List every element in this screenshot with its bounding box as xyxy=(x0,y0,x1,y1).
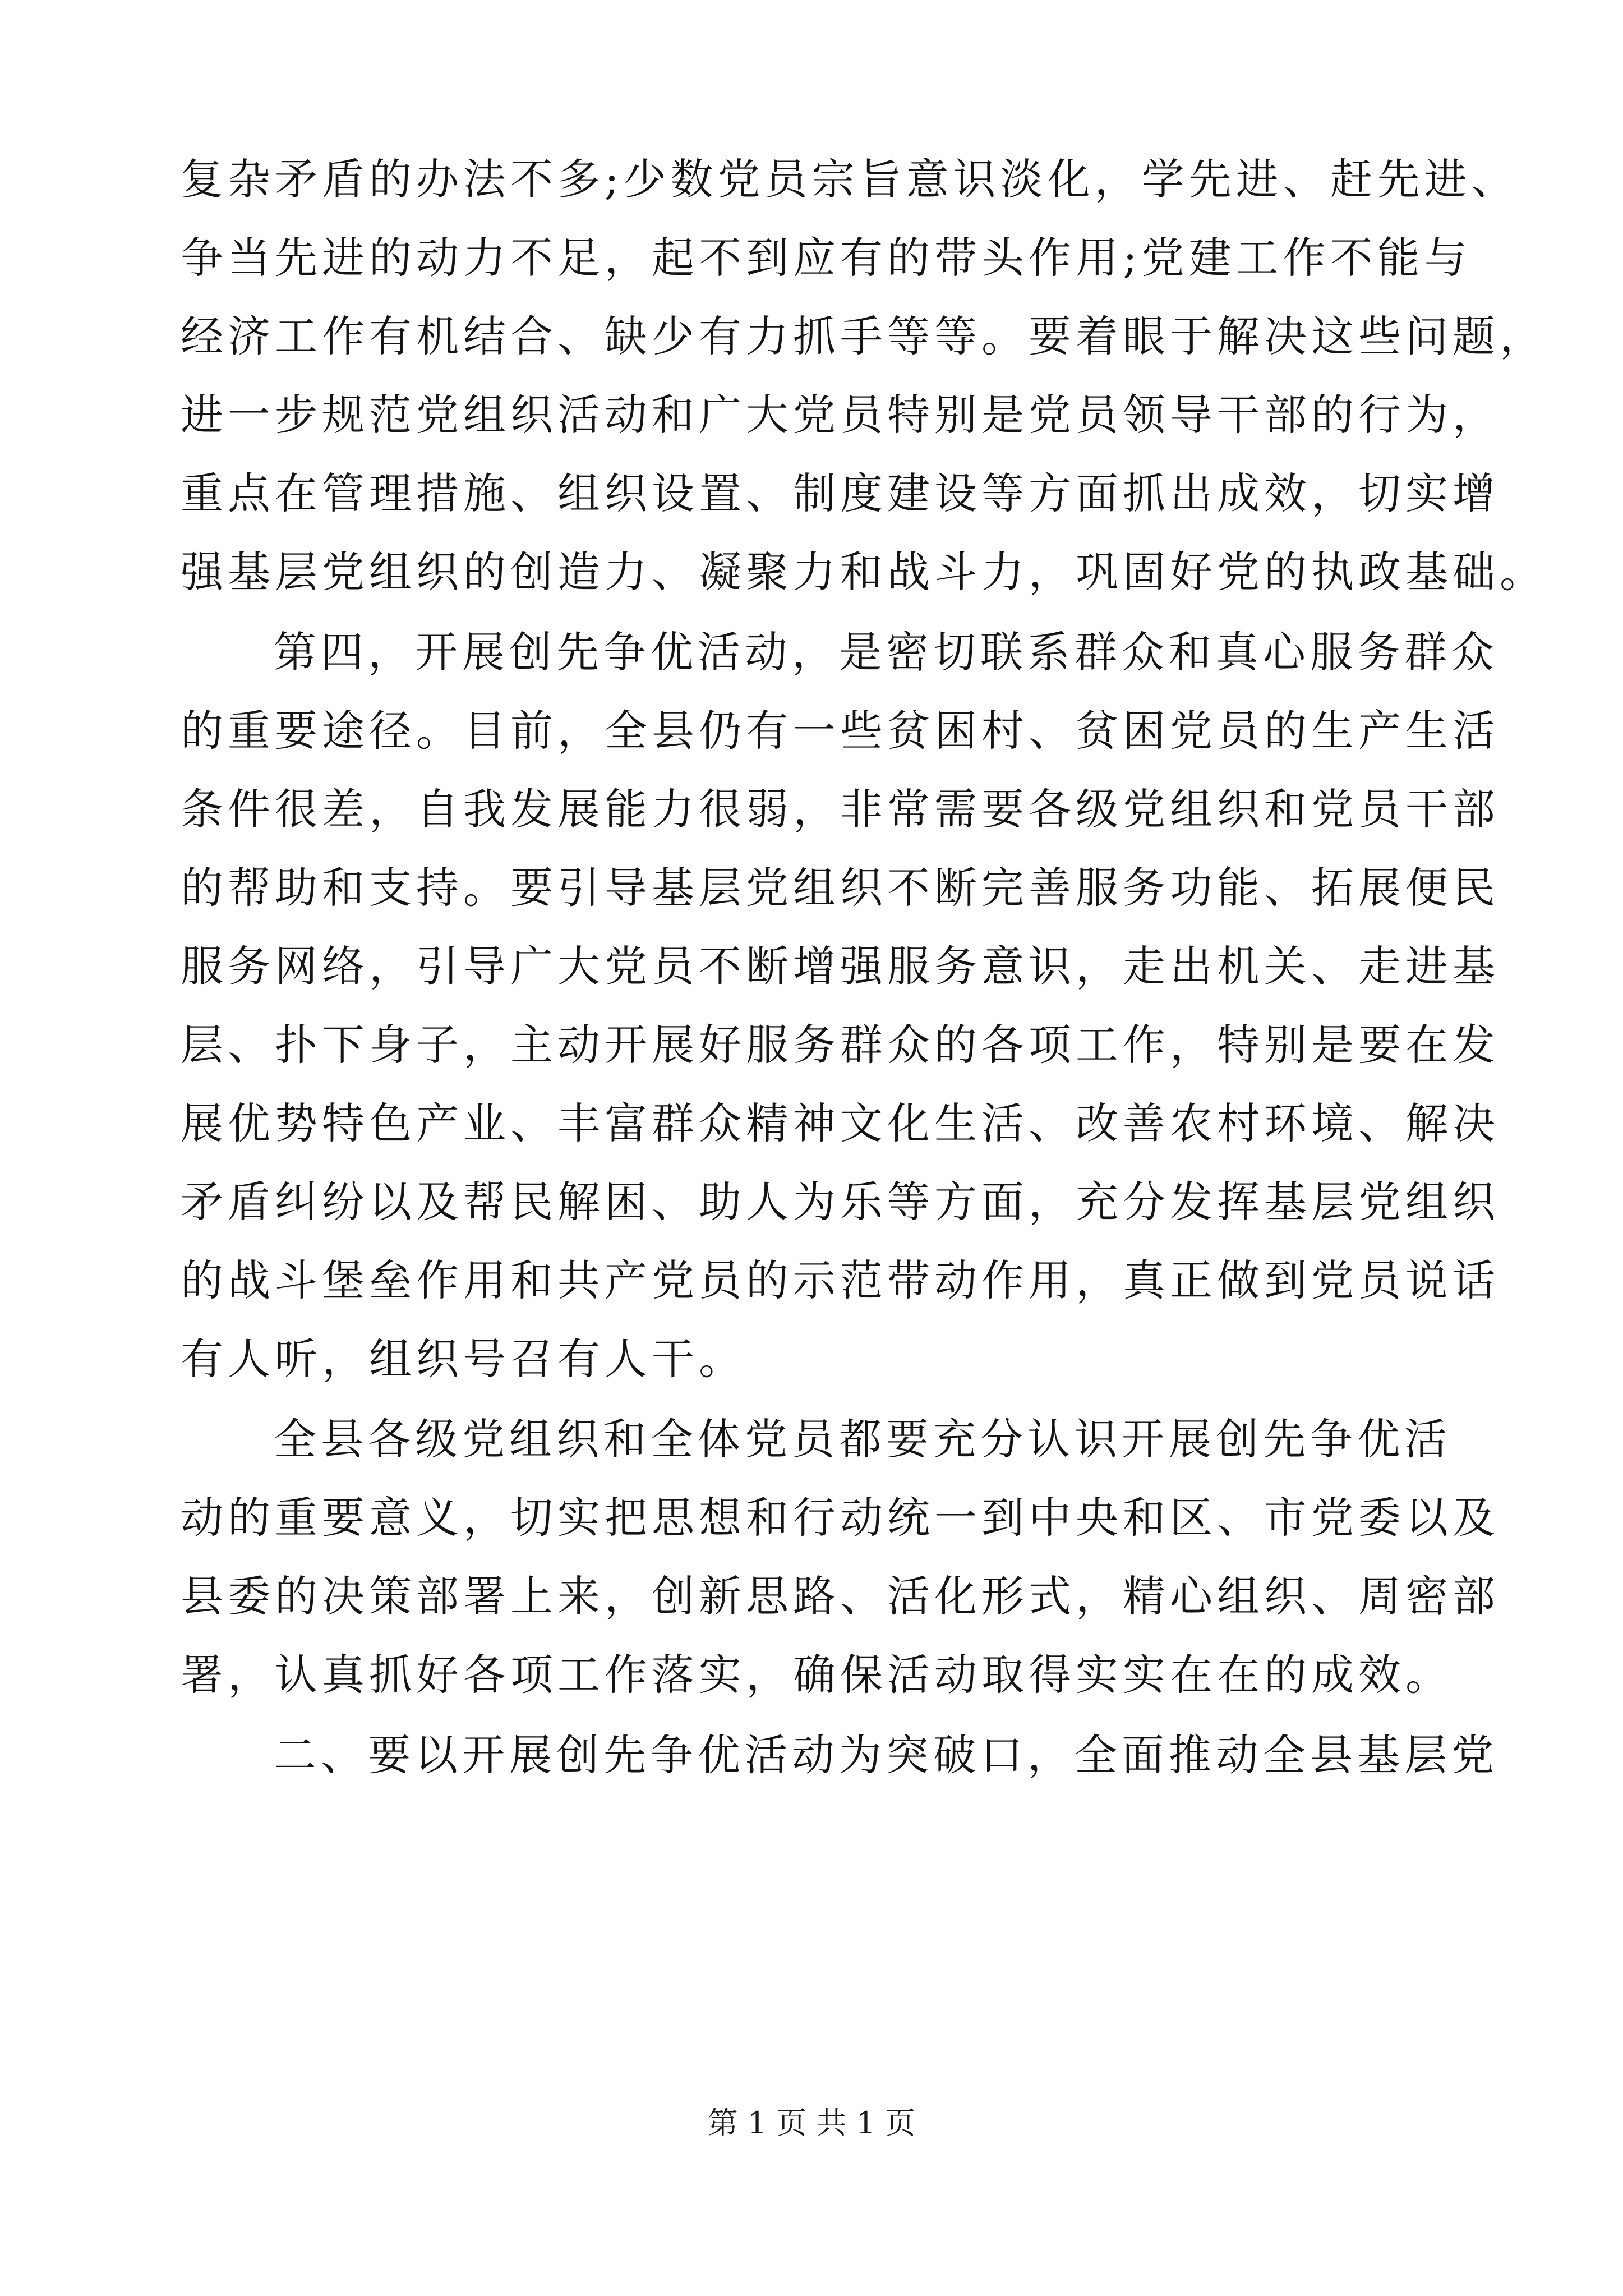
text-line: 第四，开展创先争优活动，是密切联系群众和真心服务群众 xyxy=(274,627,1498,677)
text-line: 署，认真抓好各项工作落实，确保活动取得实实在在的成效。 xyxy=(181,1650,1453,1700)
text-line: 进一步规范党组织活动和广大党员特别是党员领导干部的行为， xyxy=(181,390,1500,440)
text-line: 层、扑下身子，主动开展好服务群众的各项工作，特别是要在发 xyxy=(181,1020,1500,1070)
text-line: 矛盾纠纷以及帮民解困、助人为乐等方面，充分发挥基层党组织 xyxy=(181,1177,1500,1227)
text-line: 强基层党组织的创造力、凝聚力和战斗力，巩固好党的执政基础。 xyxy=(181,547,1547,597)
text-line: 动的重要意义，切实把思想和行动统一到中央和区、市党委以及 xyxy=(181,1493,1500,1543)
text-line: 的重要途径。目前，全县仍有一些贫困村、贫困党员的生产生活 xyxy=(181,706,1500,756)
text-line: 有人听，组织号召有人干。 xyxy=(181,1334,746,1384)
text-line: 复杂矛盾的办法不多;少数党员宗旨意识淡化，学先进、赶先进、 xyxy=(181,154,1519,204)
text-line: 的战斗堡垒作用和共产党员的示范带动作用，真正做到党员说话 xyxy=(181,1255,1500,1305)
text-line: 全县各级党组织和全体党员都要充分认识开展创先争优活 xyxy=(274,1414,1451,1464)
text-line: 重点在管理措施、组织设置、制度建设等方面抓出成效，切实增 xyxy=(181,468,1500,518)
text-line: 展优势特色产业、丰富群众精神文化生活、改善农村环境、解决 xyxy=(181,1098,1500,1148)
page-number: 第 1 页 共 1 页 xyxy=(707,2105,916,2141)
text-line: 条件很差，自我发展能力很弱，非常需要各级党组织和党员干部 xyxy=(181,784,1500,834)
text-line: 县委的决策部署上来，创新思路、活化形式，精心组织、周密部 xyxy=(181,1571,1500,1621)
text-line: 服务网络，引导广大党员不断增强服务意识，走出机关、走进基 xyxy=(181,941,1500,991)
text-line: 经济工作有机结合、缺少有力抓手等等。要着眼于解决这些问题， xyxy=(181,311,1547,361)
text-line: 争当先进的动力不足，起不到应有的带头作用;党建工作不能与 xyxy=(181,233,1472,283)
text-line: 的帮助和支持。要引导基层党组织不断完善服务功能、拓展便民 xyxy=(181,863,1500,913)
text-line: 二、要以开展创先争优活动为突破口，全面推动全县基层党 xyxy=(274,1730,1498,1780)
